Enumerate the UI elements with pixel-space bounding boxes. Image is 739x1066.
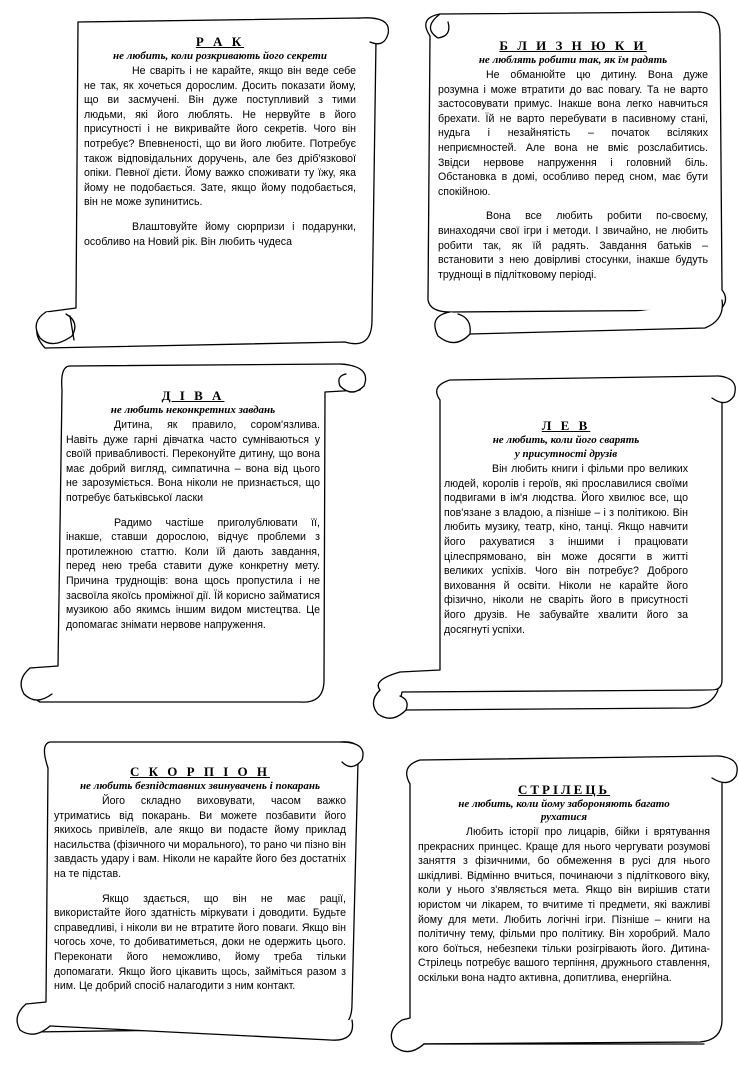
card-strilets [418,782,710,986]
card-paragraph: Його складно виховувати, часом важко утриматись від покарань. Ви можете позбавити його якихось привілеїв, але якщо ви подасте йому приклад насильства (фізичного чи морального), то рано чи пізно він завдасть удару і вам. Ніколи не карайте його без достатніх на те підстав. [54,795,346,880]
card-rak [84,34,356,249]
card-lev [444,418,688,637]
card-paragraph: Якщо здається, що він не має рації, використайте його здатність міркувати і доводити. Будьте справедливі, і ніколи ви не втратите його поваги. Якщо він чогось хоче, то добиватиметься, доки не одержить цього. Переконати його неможливо, йому треба тільки допомагати. Якщо його цікавить щось, займіться разом з ним. Це добрий спосіб налагодити з ним контакт. [54,892,346,993]
card-paragraph: Не сваріть і не карайте, якщо він веде себе не так, як хочеться дорослим. Досить показати йому, що ви засмучені. Він дуже поступливий з тими людьми, які його люблять. Не нервуйте в його присутності і не викривайте його секретів. Чого він потребує? Впевненості, що ви його любите. Потребує також відповідальних доручень, але без дріб'язкової опіки. Певної дієти. Йому важко споживати ту їжу, яка йому не подобається. Зате, якщо йому подобається, він не може зупинитись. [84,65,356,209]
card-title: Л Е В [541,418,591,433]
card-paragraph: Він любить книги і фільми про великих людей, королів і героїв, які прославилися своїми подвигами в ім'я людства. Його хвилює все, що пов'язане з владою, а пізніше – і з політикою. Він любить музику, театр, кіно, танці. Якщо навчити його рахуватися з іншими і працювати цілеспрямовано, він може досягти в житті великих успіхів. Чого він потребує? Доброго виховання й освіти. Ніколи не карайте його фізично, ніколи не сваріть його в присутності його друзів. Не забувайте хвалити його за досягнуті успіхи. [444,463,688,636]
card-bliznyuky [438,38,708,282]
card-paragraph: Влаштовуйте йому сюрпризи і подарунки, особливо на Новий рік. Він любить чудеса [84,220,356,248]
card-subtitle: не любить, коли його сварять [492,434,640,446]
card-paragraph: Вона все любить робити по-своєму, винаходячи свої ігри і методи. І звичайно, не любить робити так, як їй радять. Завдання батьків – встановити з нею довірливі стосунки, інакше будуть труднощі в підлітковому періоді. [438,210,708,281]
card-subtitle: не любить неконкретних завдань [110,404,276,416]
card-paragraph: Любить історії про лицарів, бійки і врятування прекрасних принцес. Краще для нього чергувати розумові заняття з фізичними, бо обмеження в русі для нього шкідливі. Відмінно вчиться, починаючи з підліткового віку, коли у нього з'являється мета. Якщо він вирішив стати юристом чи лікарем, то вчитиме ті предмети, які важливі йому для мети. Любить логічні ігри. Пізніше – книги на політичну тему, фільми про політику. Він хоробрий. Мало кого боїться, небезпеки тільки розігрівають його. Дитина-Стрілець потребує вашого терпіння, дружнього ставлення, оскільки вона надто активна, допитлива, енергійна. [418,826,710,984]
card-title: Р А К [195,34,245,49]
card-title: Б Л И З Н Ю К И [499,38,647,53]
card-skorpion [54,764,346,994]
card-paragraph: Дитина, як правило, сором'язлива. Навіть дуже гарні дівчатка часто сумніваються у своїй привабливості. Переконуйте дитину, що вона має добрий вигляд, симпатична – вона від цього не зарозуміється. Вона ніколи не признається, що потребує батьківської ласки [66,419,320,504]
card-title: С К О Р П І О Н [129,764,270,779]
card-paragraph: Радимо частіше приголублювати її, інакше, ставши дорослою, відчує проблеми з протилежною статтю. Коли їй дають завдання, перед нею треба ставити дуже конкретну мету. Причина труднощів: вона щось пропустила і не засвоїла якоїсь проміжної дії. Їй корисно займатися музикою або якимсь іншим видом мистецтва. Це допомагає знімати нервове напруження. [66,516,320,631]
card-paragraph: Не обманюйте цю дитину. Вона дуже розумна і може втратити до вас повагу. Та не варто застосовувати примус. Інакше вона легко навчиться брехати. Їй не варто перебувати в пасивному стані, нудьга і незайнятість – початок всіляких неприємностей. Але вона не вміє розслабитись. Звідси нервове напруження і головний біль. Обстановка в домі, особливо перед сном, має бути спокійною. [438,69,708,198]
card-subtitle: не любить, коли розкривають його секрети [113,50,327,62]
card-subtitle: не люблять робити так, як їм радять [478,54,668,66]
card-subtitle: не любить, коли йому забороняють багато рухатися [458,798,670,823]
card-diva [66,388,320,632]
card-subtitle: не любить безпідставних звинувачень і покарань [79,780,321,792]
card-title: СТРІЛЕЦЬ [517,782,611,797]
card-title: Д І В А [161,388,225,403]
card-subtitle-line2: у присутності друзів [514,448,618,460]
